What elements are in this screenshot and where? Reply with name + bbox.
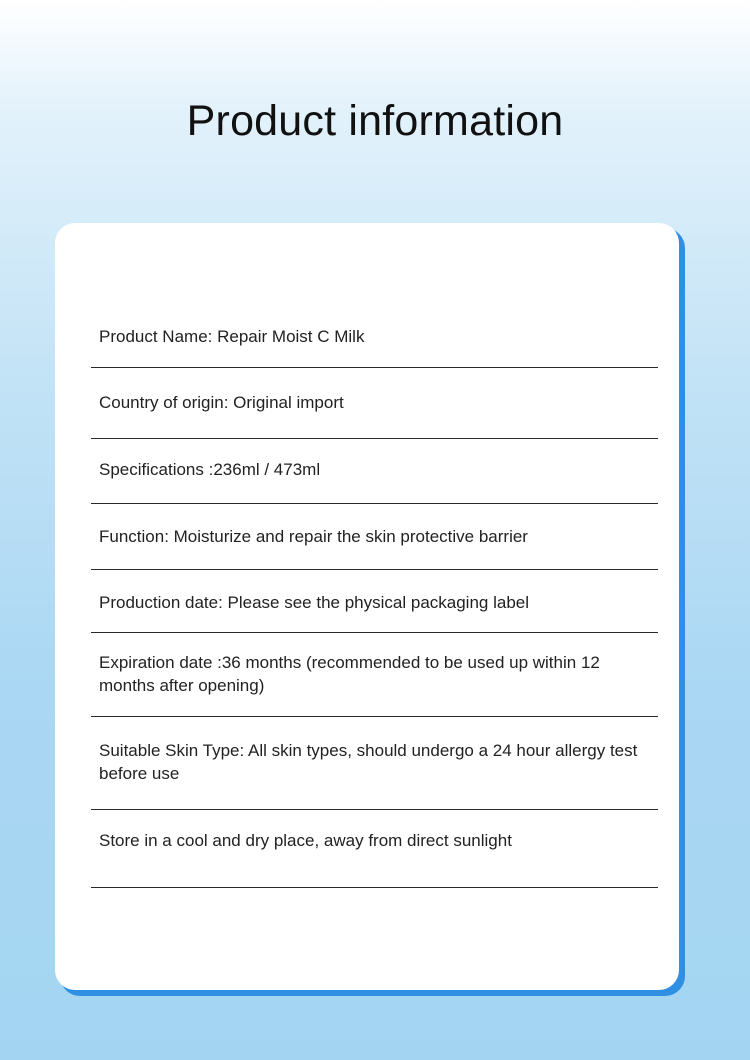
info-row-text: Expiration date :36 months (recommended to be used up within 12 months after opening) [99, 653, 600, 695]
info-row-storage [91, 810, 658, 888]
info-row-text: Suitable Skin Type: All skin types, should undergo a 24 hour allergy test before use [99, 741, 638, 783]
info-row-function [91, 504, 658, 570]
info-row-text: Function: Moisturize and repair the skin protective barrier [99, 527, 528, 546]
info-row-expiration-date [91, 633, 658, 717]
info-row-suitable-skin-type [91, 717, 658, 810]
info-row-specifications [91, 439, 658, 504]
page-title: Product information [186, 97, 564, 145]
info-row-country-of-origin [91, 368, 658, 439]
info-row-text: Production date: Please see the physical packaging label [99, 593, 530, 612]
info-row-text: Country of origin: Original import [99, 393, 344, 412]
info-row-production-date [91, 570, 658, 633]
info-row-text: Product Name: Repair Moist C Milk [99, 327, 365, 346]
info-row-text: Specifications :236ml / 473ml [99, 460, 321, 479]
info-row-text: Store in a cool and dry place, away from direct sunlight [99, 831, 512, 850]
info-row-product-name [91, 316, 658, 368]
